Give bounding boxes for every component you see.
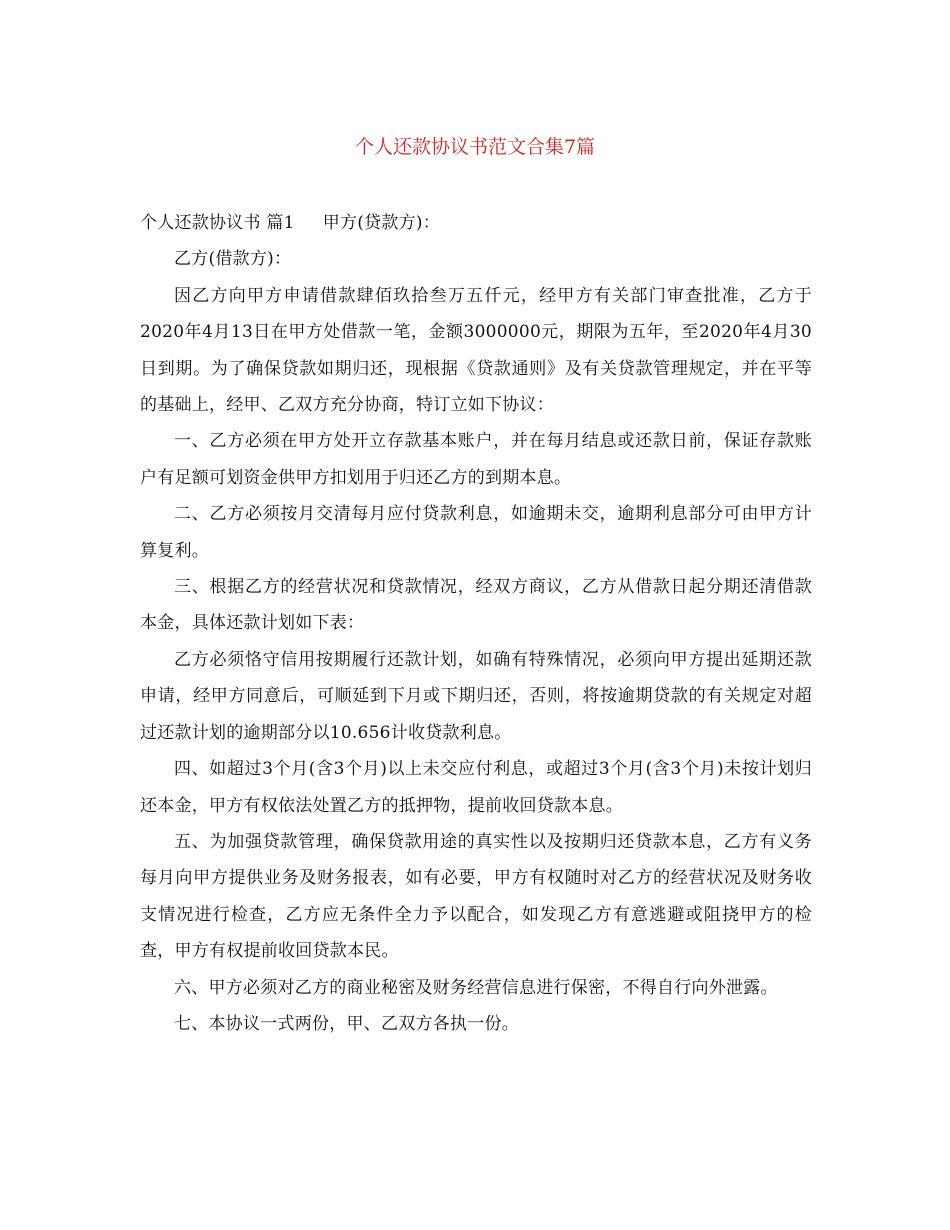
clause-2: 二、乙方必须按月交清每月应付贷款利息，如逾期未交，逾期利息部分可由甲方计算复利。 <box>140 504 812 561</box>
agreement-heading: 个人还款协议书 篇1 <box>140 213 295 233</box>
heading-line <box>140 205 812 241</box>
clause-1: 一、乙方必须在甲方处开立存款基本账户，并在每月结息或还款日前，保证存款账户有足额可划资金供甲方扣划用于归还乙方的到期本息。 <box>140 431 812 488</box>
party-a-label: 甲方(贷款方)： <box>322 213 440 233</box>
clause-3-note: 乙方必须恪守信用按期履行还款计划，如确有特殊情况，必须向甲方提出延期还款申请，经甲方同意后，可顺延到下月或下期归还，否则，将按逾期贷款的有关规定对超过还款计划的逾期部分以10.656计收贷款利息。 <box>140 649 812 743</box>
clause-4: 四、如超过3个月(含3个月)以上未交应付利息，或超过3个月(含3个月)未按计划归还本金，甲方有权依法处置乙方的抵押物，提前收回贷款本息。 <box>140 759 812 816</box>
document-body <box>140 205 812 1042</box>
clause-5: 五、为加强贷款管理，确保贷款用途的真实性以及按期归还贷款本息，乙方有义务每月向甲方提供业务及财务报表，如有必要，甲方有权随时对乙方的经营状况及财务收支情况进行检查，乙方应无条件全力予以配合，如发现乙方有意逃避或阻挠甲方的检查，甲方有权提前收回贷款本民。 <box>140 831 812 962</box>
document-title: 个人还款协议书范文合集7篇 <box>354 136 596 158</box>
clause-7: 七、本协议一式两份，甲、乙双方各执一份。 <box>174 1013 519 1034</box>
paragraph-intro: 因乙方向甲方申请借款肆佰玖拾叁万五仟元，经甲方有关部门审查批准，乙方于2020年4月13日在甲方处借款一笔，金额3000000元，期限为五年，至2020年4月30日到期。为了确保贷款如期归还，现根据《贷款通则》及有关贷款管理规定，并在平等的基础上，经甲、乙双方充分协商，特订立如下协议： <box>140 285 812 416</box>
clause-3: 三、根据乙方的经营状况和贷款情况，经双方商议，乙方从借款日起分期还清借款本金，具体还款计划如下表： <box>140 577 812 634</box>
party-b-label: 乙方(借款方)： <box>174 249 292 270</box>
clause-6: 六、甲方必须对乙方的商业秘密及财务经营信息进行保密，不得自行向外泄露。 <box>174 977 778 998</box>
